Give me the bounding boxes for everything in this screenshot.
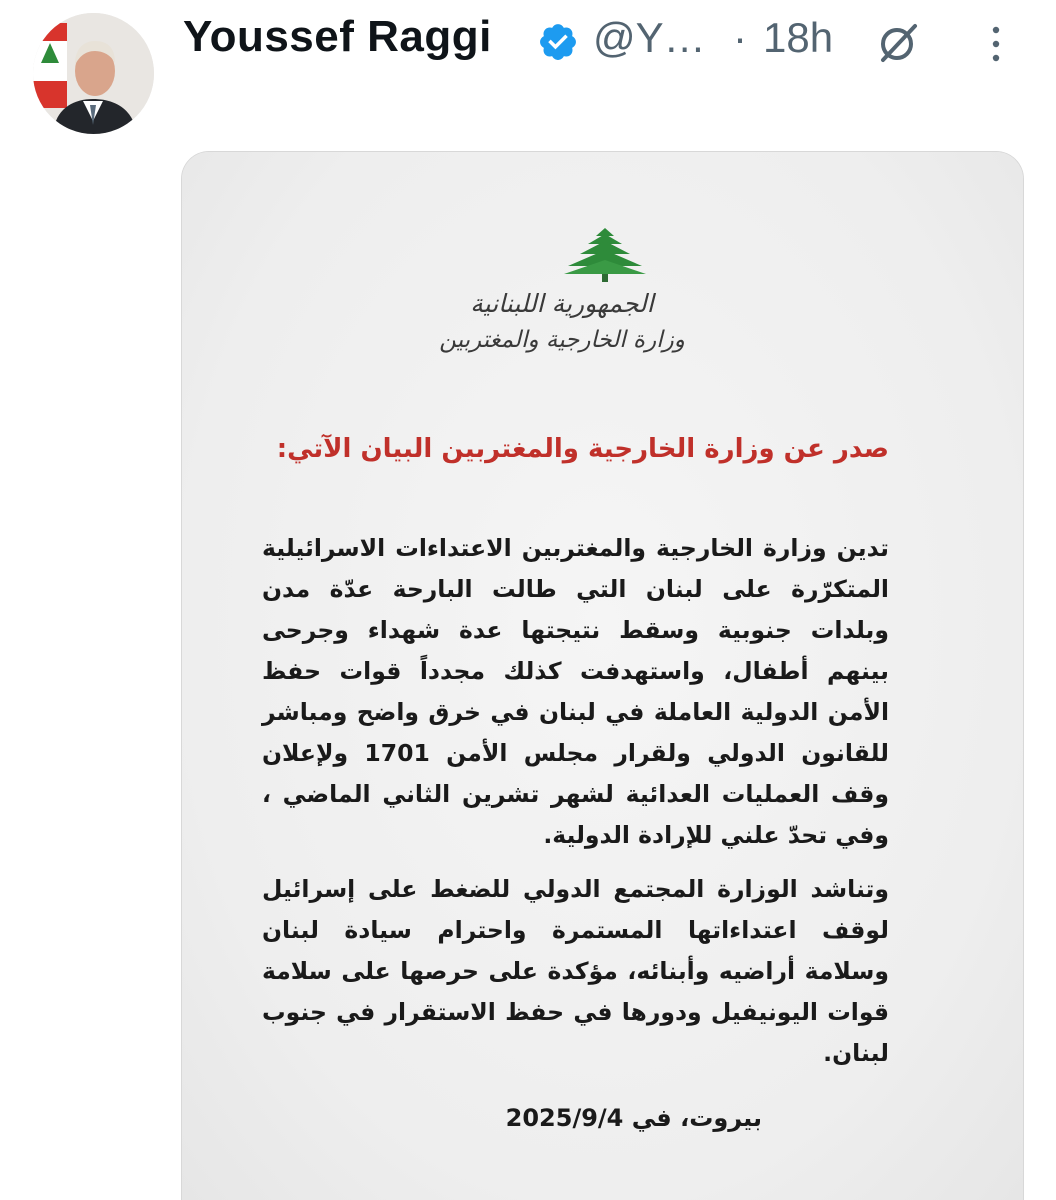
- verified-badge-icon: [537, 21, 579, 63]
- document-sheet: [182, 152, 1023, 1200]
- handle[interactable]: @Y…: [593, 14, 706, 61]
- letterhead-ministry: وزارة الخارجية والمغتربين: [439, 327, 685, 353]
- avatar-photo: [33, 13, 154, 134]
- tweet-image[interactable]: [181, 151, 1024, 1200]
- tweet-header: [183, 10, 1043, 66]
- more-options-icon[interactable]: [985, 22, 1007, 66]
- separator-dot: ·: [733, 14, 747, 61]
- timestamp[interactable]: 18h: [763, 14, 834, 61]
- edited-icon[interactable]: [875, 20, 921, 66]
- avatar[interactable]: [33, 13, 154, 134]
- statement-paragraph-2: وتناشد الوزارة المجتمع الدولي للضغط على إسرائيل لوقف اعتداءاتها المستمرة واحترام سيادة لبنان وسلامة أراضيه وأبنائه، مؤكدة على حرصها على سلامة قوات اليونيفيل ودورها في حفظ الاستقرار في جنوب لبنان.: [262, 875, 889, 1067]
- statement-signoff: بيروت، في 2025/9/4: [505, 1104, 762, 1132]
- cedar-tree-icon: [562, 226, 648, 284]
- statement-title: صدر عن وزارة الخارجية والمغتربين البيان الآتي:: [276, 434, 889, 464]
- letterhead-republic: الجمهورية اللبنانية: [470, 289, 654, 318]
- statement-paragraph-1: تدين وزارة الخارجية والمغتربين الاعتداءات الاسرائيلية المتكرّرة على لبنان التي طالت البارحة عدّة مدن وبلدات جنوبية وسقط نتيجتها عدة شهداء وجرحى بينهم أطفال، واستهدفت كذلك مجدداً قوات حفظ الأمن الدولية العاملة في لبنان في خرق واضح ومباشر للقانون الدولي ولقرار مجلس الأمن 1701 ولإعلان وقف العمليات العدائية لشهر تشرين الثاني الماضي ، وفي تحدّ علني للإرادة الدولية.: [262, 534, 890, 849]
- display-name[interactable]: Youssef Raggi: [183, 12, 492, 61]
